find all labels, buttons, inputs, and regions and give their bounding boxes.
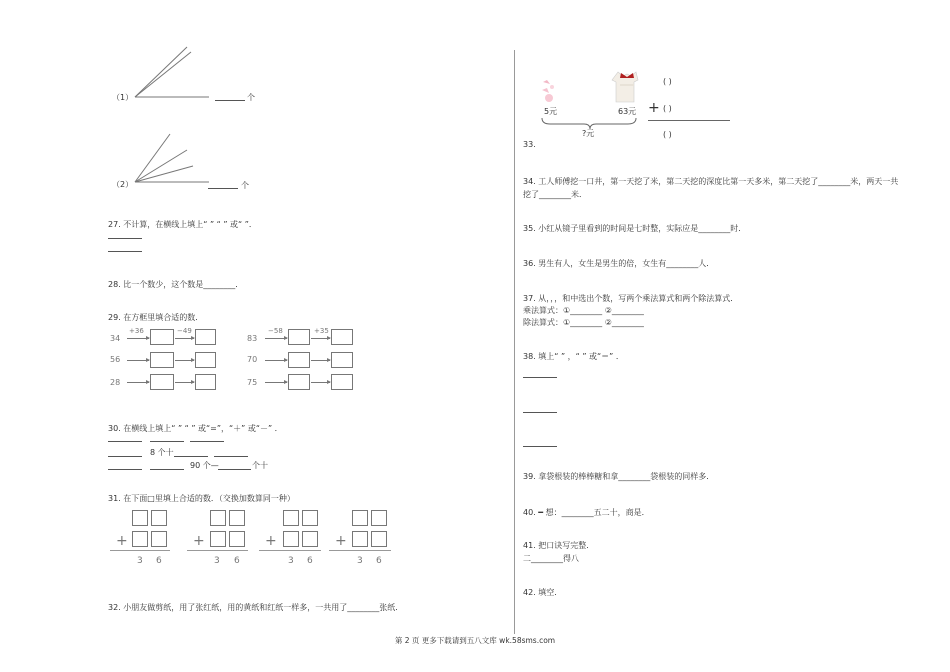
q31-g4-sum-line (329, 550, 391, 551)
q30-blank-2[interactable] (150, 441, 184, 442)
q29-row3-arrow2 (175, 382, 194, 383)
angle1-suffix: 个 (247, 93, 255, 102)
q29-row3-arrow1 (127, 382, 149, 383)
q31-g3-plus: + (265, 533, 277, 549)
q31-g4-bottom-box1[interactable] (352, 531, 368, 547)
q41-text: 41. 把口诀写完整． (523, 541, 595, 550)
q33-paren-1[interactable]: ( ) (663, 77, 672, 86)
q31-g1-sum-line (110, 550, 170, 551)
q30-blank-9[interactable] (218, 469, 251, 470)
q31-g3-bottom-box2[interactable] (302, 531, 318, 547)
q29-right-row2-arrow2 (311, 360, 330, 361)
q30-line2-mid: 8 个十 (150, 448, 174, 457)
q27-blank-1[interactable] (108, 238, 142, 239)
q33-total: ?元 (582, 129, 595, 138)
q31-g4-top-box2[interactable] (371, 510, 387, 526)
q29-right-row1-op1: −58 (268, 327, 283, 335)
q33-label: 33. (523, 140, 536, 149)
q37-multiplication: 乘法算式：①________ ②________ (523, 306, 644, 315)
q29-row2-box1[interactable] (150, 352, 174, 368)
q30-line3-end: 个十 (252, 461, 268, 470)
q28-text: 28. 比一个数少，这个数是________． (108, 280, 244, 289)
q31-g2-bottom-box1[interactable] (210, 531, 226, 547)
q31-g2-plus: + (193, 533, 205, 549)
q34-line-1: 34. 工人师傅挖一口井，第一天挖了米，第二天挖的深度比第一天多米，第二天挖了________米，两天一共 (523, 177, 899, 186)
q29-right-row1-op2: +35 (314, 327, 329, 335)
q31-g2-bottom-box2[interactable] (229, 531, 245, 547)
q30-text: 30. 在横线上填上“ ” “ ” 或“=”，“＋” 或“－” ． (108, 424, 283, 433)
column-divider (514, 50, 515, 634)
candy-icon (538, 78, 560, 106)
q29-row2-arrow1 (127, 360, 149, 361)
q30-blank-6[interactable] (214, 456, 248, 457)
q38-blank-2[interactable] (523, 412, 557, 413)
q29-row2-box2[interactable] (195, 352, 216, 368)
q29-right-row3-arrow1 (265, 382, 287, 383)
page-footer: 第 2 页 更多下载请到五八文库 wk.58sms.com (394, 636, 556, 645)
q32-text: 32. 小朋友做剪纸，用了张红纸，用的黄纸和红纸一样多，一共用了________张纸． (108, 603, 404, 612)
q33-paren-2[interactable]: ( ) (663, 104, 672, 113)
q39-text: 39. 拿袋根装的棒棒糖和拿________袋根装的同样多． (523, 472, 715, 481)
q31-text: 31. 在下面□里填上合适的数．（交换加数算同一种） (108, 494, 295, 503)
q33-price-2: 63元 (618, 107, 637, 116)
q31-g4-digit2: 6 (376, 556, 382, 566)
angle2-answer-line[interactable] (208, 188, 238, 189)
q29-right-row1-start: 83 (247, 334, 258, 343)
q30-blank-5[interactable] (174, 456, 208, 457)
q27-blank-2[interactable] (108, 251, 142, 252)
angle2-suffix: 个 (241, 181, 249, 190)
q37-text: 37. 从，，，和中选出个数，写两个乘法算式和两个除法算式． (523, 294, 739, 303)
angle2-label: （2） (112, 180, 134, 189)
q31-g4-bottom-box2[interactable] (371, 531, 387, 547)
q29-row1-op1: +36 (129, 327, 144, 335)
q31-g2-sum-line (187, 550, 248, 551)
q40-text: 40. ━ 想：________五二十，商是． (523, 508, 650, 517)
q29-row2-start: 56 (110, 355, 121, 364)
q31-g1-digit1: 3 (137, 556, 143, 566)
q31-g1-bottom-box1[interactable] (132, 531, 148, 547)
q35-text: 35. 小红从镜子里看到的时间是七时整，实际应是________时． (523, 224, 747, 233)
q31-g1-bottom-box2[interactable] (151, 531, 167, 547)
q36-text: 36. 男生有人，女生是男生的倍，女生有________人． (523, 259, 715, 268)
q31-g1-digit2: 6 (156, 556, 162, 566)
q33-sum-line (648, 120, 730, 121)
q31-g3-digit1: 3 (288, 556, 294, 566)
q31-g4-digit1: 3 (357, 556, 363, 566)
q29-right-row1-box1[interactable] (288, 329, 310, 345)
q30-blank-4[interactable] (108, 456, 142, 457)
q29-row1-arrow2 (175, 338, 194, 339)
q31-g3-digit2: 6 (307, 556, 313, 566)
q29-row3-start: 28 (110, 378, 121, 387)
q27-text: 27. 不计算，在横线上填上“ ” “ ” 或“ ”． (108, 220, 257, 229)
q34-line-2: 挖了________米． (523, 190, 587, 199)
q38-blank-3[interactable] (523, 446, 557, 447)
q30-blank-8[interactable] (150, 469, 184, 470)
q29-right-row2-start: 70 (247, 355, 258, 364)
q29-right-row3-arrow2 (311, 382, 330, 383)
q31-g2-digit1: 3 (214, 556, 220, 566)
q31-g4-top-box1[interactable] (352, 510, 368, 526)
q29-right-row2-arrow1 (265, 360, 287, 361)
q29-row1-op2: −49 (177, 327, 192, 335)
q31-g4-plus: + (335, 533, 347, 549)
q41-line: 二________得八 (523, 554, 579, 563)
angle1-label: （1） (112, 93, 134, 102)
q31-g3-top-box1[interactable] (283, 510, 299, 526)
q29-right-row3-start: 75 (247, 378, 258, 387)
q31-g1-top-box2[interactable] (151, 510, 167, 526)
q33-paren-3[interactable]: ( ) (663, 130, 672, 139)
q29-right-row1-arrow2 (311, 338, 330, 339)
q38-blank-1[interactable] (523, 377, 557, 378)
q29-row3-box1[interactable] (150, 374, 174, 390)
angle2-figure (135, 132, 215, 186)
dress-icon (612, 70, 642, 104)
q29-right-row2-box1[interactable] (288, 352, 310, 368)
q30-blank-7[interactable] (108, 469, 142, 470)
q30-blank-3[interactable] (190, 441, 224, 442)
q31-g2-top-box2[interactable] (229, 510, 245, 526)
q31-g3-bottom-box1[interactable] (283, 531, 299, 547)
q29-row2-arrow2 (175, 360, 194, 361)
q29-right-row1-box2[interactable] (331, 329, 353, 345)
q37-division: 除法算式：①________ ②________ (523, 318, 644, 327)
q31-g1-top-box1[interactable] (132, 510, 148, 526)
q29-row1-arrow1 (127, 338, 149, 339)
q33-price-1: 5元 (544, 107, 558, 116)
q30-blank-1[interactable] (108, 441, 142, 442)
q29-right-row3-box2[interactable] (331, 374, 353, 390)
q31-g2-top-box1[interactable] (210, 510, 226, 526)
q29-text: 29. 在方框里填合适的数． (108, 313, 204, 322)
q38-text: 38. 填上“ ” ，“ ” 或“＝” ． (523, 352, 624, 361)
q33-plus: + (648, 100, 660, 116)
q29-row1-box1[interactable] (150, 329, 174, 345)
angle1-answer-line[interactable] (215, 100, 245, 101)
q29-right-row3-box1[interactable] (288, 374, 310, 390)
q29-row1-start: 34 (110, 334, 121, 343)
q29-row3-box2[interactable] (195, 374, 216, 390)
q30-line3-mid: 90 个— (190, 461, 219, 470)
q31-g2-digit2: 6 (234, 556, 240, 566)
q29-right-row2-box2[interactable] (331, 352, 353, 368)
q29-right-row1-arrow1 (265, 338, 287, 339)
q42-text: 42. 填空． (523, 588, 563, 597)
q29-row1-box2[interactable] (195, 329, 216, 345)
angle1-figure (135, 44, 215, 100)
q31-g1-plus: + (116, 533, 128, 549)
q31-g3-top-box2[interactable] (302, 510, 318, 526)
q31-g3-sum-line (259, 550, 321, 551)
